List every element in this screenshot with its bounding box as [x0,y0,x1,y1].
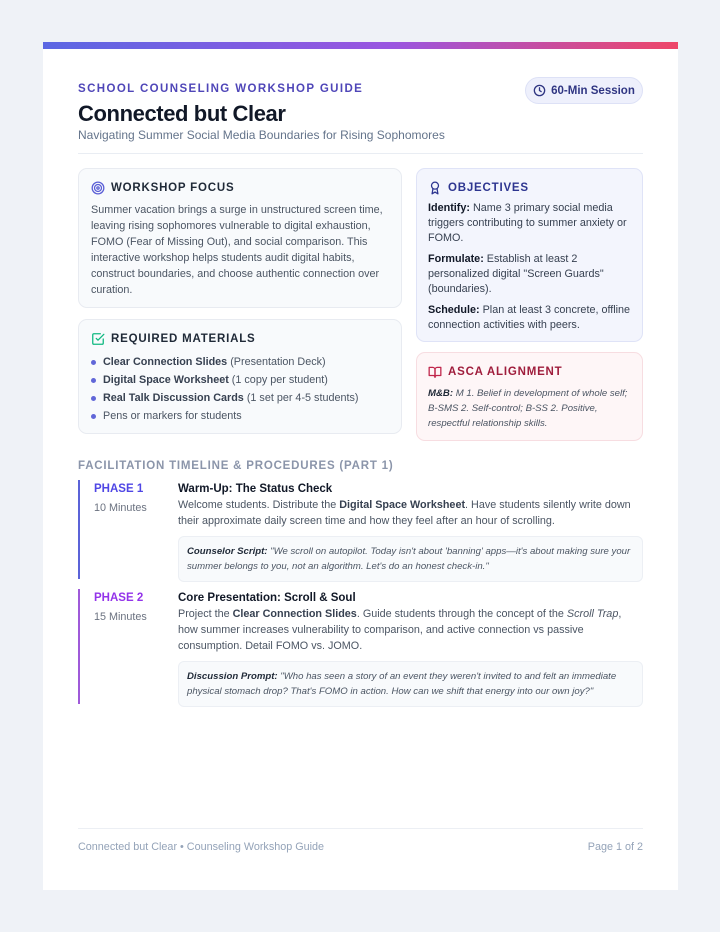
book-open-icon [428,365,442,379]
phase-1-time: 10 Minutes [94,502,147,514]
phase-2-bar [78,589,80,704]
list-item: Real Talk Discussion Cards (1 set per 4-5 students) [91,389,389,407]
phase-2 [78,589,643,704]
objectives-card [416,168,643,342]
counselor-script-box: Counselor Script: "We scroll on autopilot. Today isn't about 'banning' apps—it's about making sure your summer belongs to you, not an algorithm. Let's do an honest check-in." [178,536,643,582]
objective-item: Schedule: Plan at least 3 concrete, offline connection activities with peers. [428,304,631,331]
objective-item: Formulate: Establish at least 2 personalized digital "Screen Guards" (boundaries). [428,253,604,295]
phase-1-description: Welcome students. Distribute the Digital Space Worksheet. Have students silently write down their approximate daily screen time and how they feel after an hour of scrolling. [178,499,631,527]
asca-alignment-card [416,352,643,441]
list-item: Digital Space Worksheet (1 copy per student) [91,371,389,389]
discussion-prompt-box: Discussion Prompt: "Who has seen a story of an event they weren't invited to and felt an immediate physical stomach drop? That's FOMO in action. How can we shift that energy into our own joy?" [178,661,643,707]
objectives-title: OBJECTIVES [448,182,529,194]
eyebrow-label: SCHOOL COUNSELING WORKSHOP GUIDE [78,83,364,95]
workshop-focus-card [78,168,402,308]
phase-2-title: Core Presentation: Scroll & Soul [178,592,356,604]
check-square-icon [91,332,105,346]
workshop-focus-body: Summer vacation brings a surge in unstructured screen time, leaving rising sophomores vulnerable to digital exhaustion, FOMO (Fear of Missing Out), and social comparison. This interactive workshop helps students audit digital habits, construct boundaries, and choose authentic connection over curation. [91,204,383,296]
objective-item: Identify: Name 3 primary social media triggers contributing to summer anxiety or FOMO. [428,202,627,244]
gradient-accent-bar [43,42,678,49]
page-subtitle: Navigating Summer Social Media Boundaries for Rising Sophomores [78,128,445,142]
session-badge-label: 60-Min Session [551,84,635,97]
worksheet-page [43,42,678,890]
footer-title: Connected but Clear • Counseling Workshop Guide [78,841,325,853]
phase-1 [78,480,643,579]
phase-2-body [178,589,643,707]
materials-list [91,353,389,425]
clock-icon [533,84,546,97]
required-materials-heading [91,332,389,346]
asca-alignment-heading [428,365,631,379]
workshop-focus-title: WORKSHOP FOCUS [111,182,235,194]
session-badge [525,77,643,104]
phase-1-label: PHASE 1 [94,483,144,495]
page-title: Connected but Clear [78,101,286,126]
award-icon [428,181,442,195]
workshop-focus-heading [91,181,389,195]
list-item: Clear Connection Slides (Presentation Deck) [91,353,389,371]
timeline-heading: FACILITATION TIMELINE & PROCEDURES (PART 1) [78,460,394,472]
objectives-heading [428,181,631,195]
phase-2-description: Project the Clear Connection Slides. Guide students through the concept of the Scroll Trap, how summer increases vulnerability to comparison, and active connection vs passive consumption. Detail FOMO vs. JOMO. [178,608,622,652]
asca-alignment-title: ASCA ALIGNMENT [448,366,563,378]
asca-alignment-body: M&B: M 1. Belief in development of whole self; B-SMS 2. Self-control; B-SS 2. Positive, respectful relationship skills. [428,388,628,429]
phase-1-body [178,480,643,582]
target-icon [91,181,105,195]
required-materials-title: REQUIRED MATERIALS [111,333,256,345]
phase-1-title: Warm-Up: The Status Check [178,483,333,495]
page-number: Page 1 of 2 [587,841,643,853]
required-materials-card [78,319,402,434]
list-item: Pens or markers for students [91,407,389,425]
header-divider [78,153,643,154]
phase-1-bar [78,480,80,579]
phase-2-time: 15 Minutes [94,611,147,623]
phase-2-label: PHASE 2 [94,592,144,604]
footer-divider [78,828,643,829]
